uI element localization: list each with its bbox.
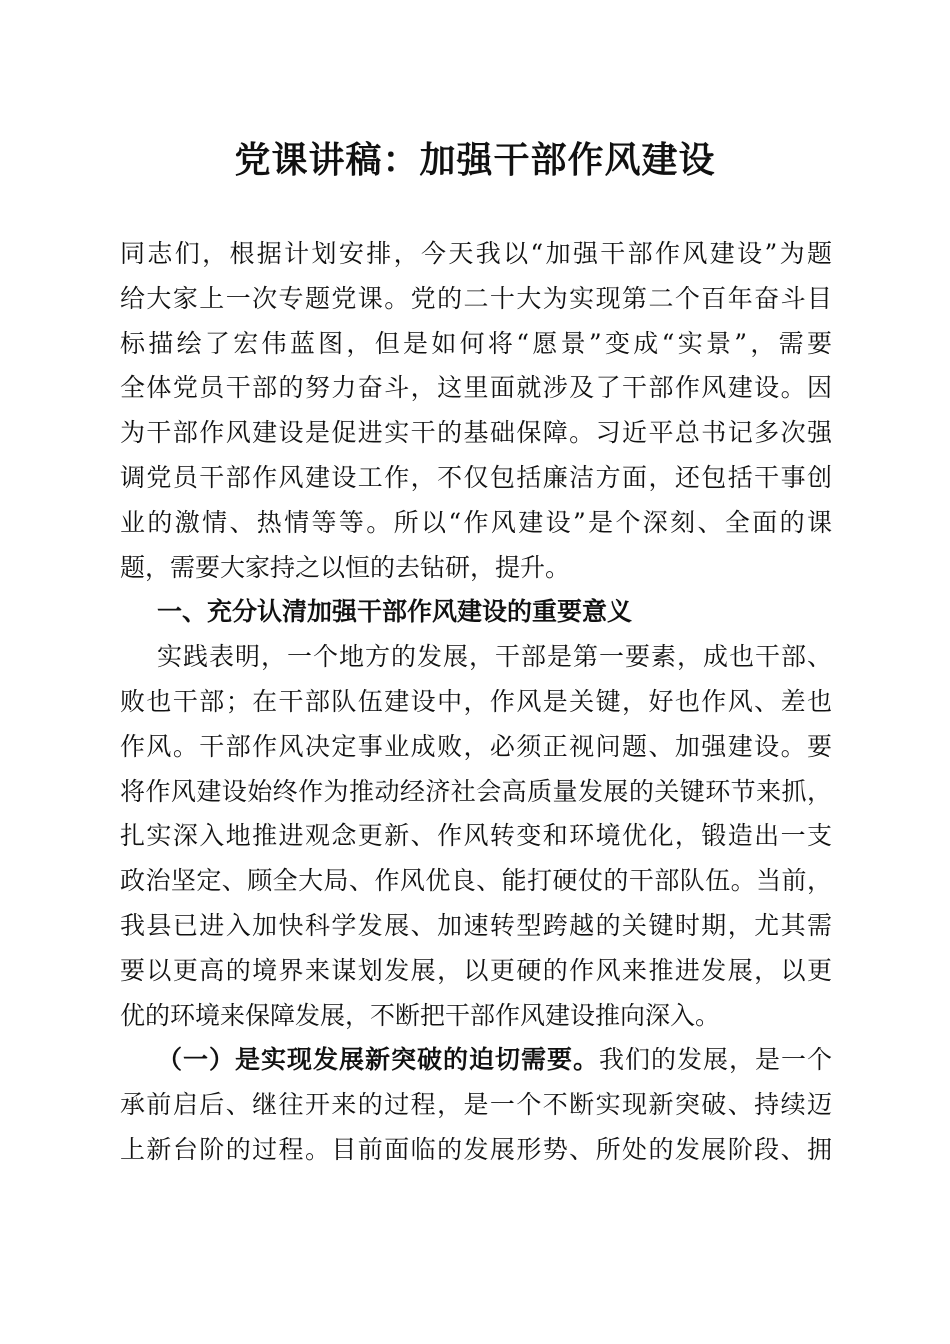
paragraph-line: 将作风建设始终作为推动经济社会高质量发展的关键环节来抓， (120, 776, 832, 806)
paragraph-line: 标描绘了宏伟蓝图，但是如何将“愿景”变成“实景”，需要 (120, 328, 832, 358)
intro-paragraph (120, 232, 832, 590)
paragraph-line: 给大家上一次专题党课。党的二十大为实现第二个百年奋斗目 (120, 283, 832, 313)
paragraph-line: 题，需要大家持之以恒的去钻研，提升。 (120, 552, 571, 582)
paragraph-line: 政治坚定、顾全大局、作风优良、能打硬仗的干部队伍。当前， (120, 866, 832, 896)
paragraph-line: 承前启后、继往开来的过程，是一个不断实现新突破、持续迈 (120, 1090, 832, 1120)
subsection-heading: （一）是实现发展新突破的迫切需要。 (157, 1045, 599, 1075)
paragraph-line: 为干部作风建设是促进实干的基础保障。习近平总书记多次强 (120, 418, 832, 448)
paragraph-line: 作风。干部作风决定事业成败，必须正视问题、加强建设。要 (120, 731, 832, 761)
paragraph-line: 上新台阶的过程。目前面临的发展形势、所处的发展阶段、拥 (120, 1134, 832, 1164)
paragraph-line: 我县已进入加快科学发展、加速转型跨越的关键时期，尤其需 (120, 910, 832, 940)
paragraph-line: 全体党员干部的努力奋斗，这里面就涉及了干部作风建设。因 (120, 373, 832, 403)
document-body (120, 232, 832, 1173)
paragraph-line: 要以更高的境界来谋划发展，以更硬的作风来推进发展，以更 (120, 955, 832, 985)
paragraph-line: 扎实深入地推进观念更新、作风转变和环境优化，锻造出一支 (120, 821, 832, 851)
subsection-paragraph (120, 1038, 832, 1172)
paragraph-line: 优的环境来保障发展，不断把干部作风建设推向深入。 (120, 1000, 721, 1030)
paragraph-line: 业的激情、热情等等。所以“作风建设”是个深刻、全面的课 (120, 507, 832, 537)
section-paragraph (120, 635, 832, 1038)
paragraph-line (120, 1038, 832, 1083)
paragraph-line: 同志们，根据计划安排，今天我以“加强干部作风建设”为题 (120, 239, 832, 268)
paragraph-line: 败也干部；在干部队伍建设中，作风是关键，好也作风、差也 (120, 686, 832, 716)
paragraph-line: 调党员干部作风建设工作，不仅包括廉洁方面，还包括干事创 (120, 462, 832, 492)
document-title: 党课讲稿：加强干部作风建设 (234, 139, 716, 181)
paragraph-text: 我们的发展，是一个 (598, 1045, 832, 1075)
paragraph-line: 实践表明，一个地方的发展，干部是第一要素，成也干部、 (157, 642, 832, 672)
section-heading: 一、充分认清加强干部作风建设的重要意义 (157, 597, 633, 627)
